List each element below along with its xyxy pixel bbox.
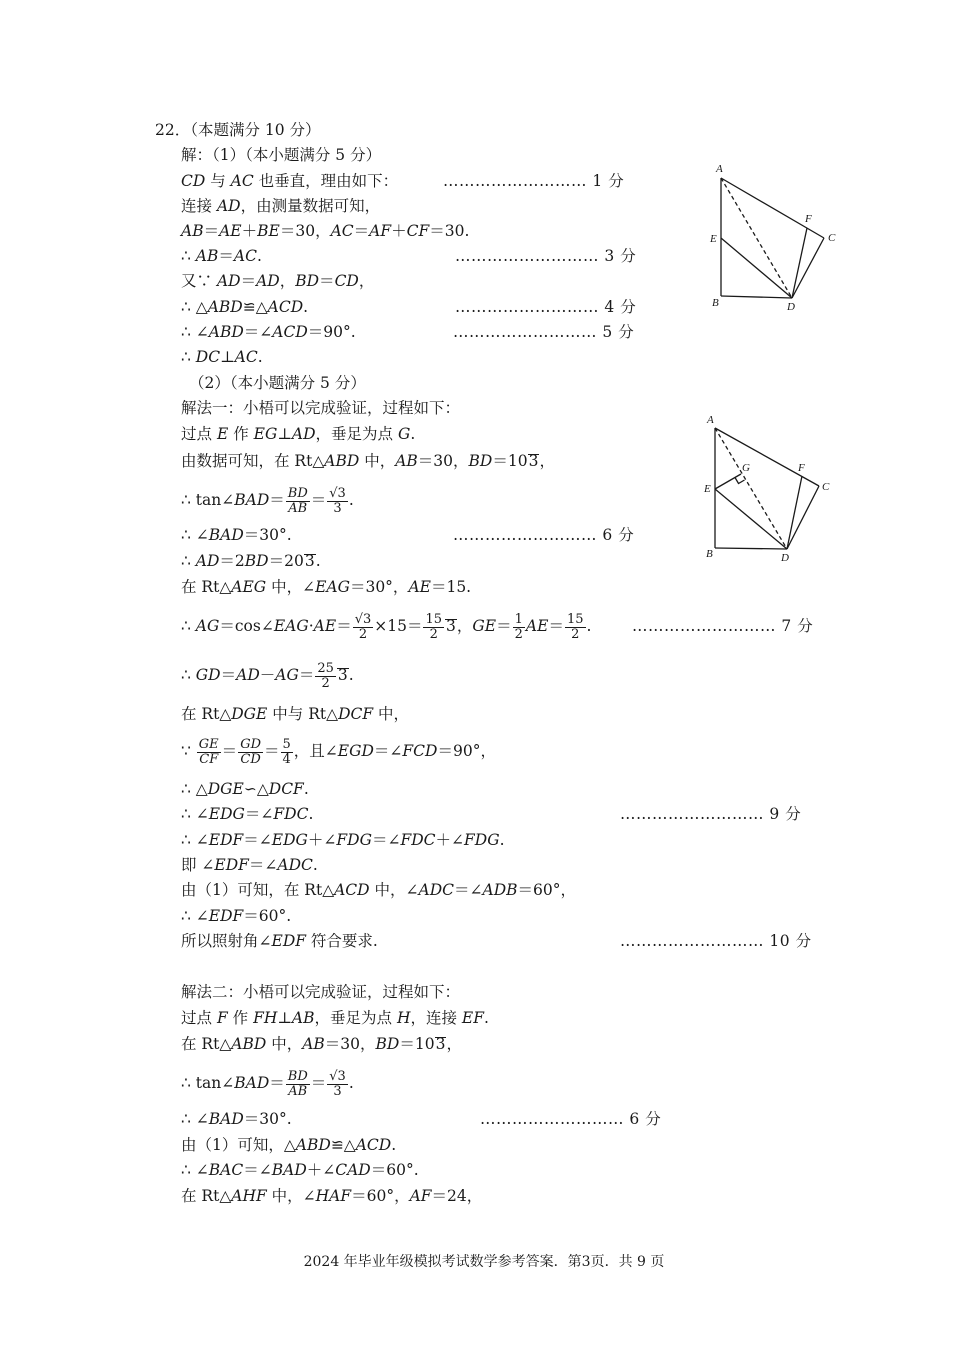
m1-score-1: ……………………… 6 分 [453, 526, 635, 544]
m2-score-1: ……………………… 6 分 [480, 1110, 662, 1128]
label-A: A [716, 163, 723, 175]
label-E: E [710, 233, 717, 245]
label-F: F [805, 213, 812, 225]
p1-line-1: CD 与 AC 也垂直，理由如下： [181, 172, 399, 190]
figure-1 [700, 158, 850, 318]
label-A: A [707, 414, 714, 426]
m2-line-5: 由（1）可知，△ABD≌△ACD. [181, 1136, 397, 1154]
seg-BD [721, 296, 792, 298]
right-angle-mark [735, 478, 745, 484]
m1-line-6: 在 Rt△AEG 中，∠EAG＝30°，AE＝15. [181, 578, 472, 596]
m1-line-13: ∴ ∠EDF＝∠EDG＋∠FDG＝∠FDC＋∠FDG. [181, 831, 505, 849]
label-G: G [742, 462, 750, 474]
m1-score-3: ……………………… 9 分 [620, 805, 802, 823]
seg-AD-dashed [715, 428, 787, 549]
m2-line-7: 在 Rt△AHF 中，∠HAF＝60°，AF＝24， [181, 1187, 483, 1205]
m2-line-6: ∴ ∠BAC＝∠BAD＋∠CAD＝60°. [181, 1161, 419, 1179]
seg-ED [721, 238, 792, 298]
m2-line-2: 在 Rt△ABD 中，AB＝30，BD＝103， [181, 1035, 462, 1053]
label-E: E [704, 483, 711, 495]
seg-FD [792, 228, 807, 298]
m1-line-7: ∴ AG＝cos∠EAG·AE＝ $\frac{√3}{2}$ ×15＝ $\frac{15}{2}$ 3，GE＝ $\frac{1}{2}$ AE＝ $\frac{15}{2}$ . [181, 611, 592, 642]
figure-2 [695, 410, 845, 570]
page-footer: 2024 年毕业年级模拟考试数学参考答案．第3页．共 9 页 [303, 1254, 665, 1270]
seg-AD-dashed [721, 178, 792, 298]
m1-line-1: 过点 E 作 EG⊥AD，垂足为点 G. [181, 425, 416, 443]
p1-score-3: ……………………… 4 分 [455, 298, 637, 316]
m1-score-4: ……………………… 10 分 [620, 932, 812, 950]
m1-line-11: ∴ △DGE∽△DCF. [181, 780, 309, 798]
part2-header: （2）（本小题满分 5 分） [189, 374, 366, 392]
p1-score-2: ……………………… 3 分 [455, 247, 637, 265]
m1-line-15: 由（1）可知，在 Rt△ACD 中，∠ADC＝∠ADB＝60°， [181, 881, 576, 899]
p1-score-4: ……………………… 5 分 [453, 323, 635, 341]
seg-FD [787, 476, 802, 549]
m1-line-14: 即 ∠EDF＝∠ADC. [181, 856, 318, 874]
label-C: C [828, 232, 836, 244]
label-D: D [781, 552, 789, 564]
p1-line-4: ∴ AB＝AC. [181, 247, 262, 265]
seg-ED [715, 489, 787, 549]
method2-intro: 解法二：小梧可以完成验证，过程如下： [181, 983, 461, 1001]
seg-BD [715, 548, 787, 549]
m2-line-4: ∴ ∠BAD＝30°. [181, 1110, 292, 1128]
method1-intro: 解法一：小梧可以完成验证，过程如下： [181, 399, 461, 417]
p1-line-2: 连接 AD，由测量数据可知， [181, 197, 381, 215]
label-B: B [706, 548, 713, 560]
m1-line-17: 所以照射角∠EDF 符合要求. [181, 932, 378, 950]
m1-line-3: ∴ tan∠BAD＝ $\frac{BD}{AB}$ ＝ $\frac{√3}{3}$ . [181, 485, 354, 516]
m1-line-10: ∵ $\frac{GE}{CF}$ ＝ $\frac{GD}{CD}$ ＝ $\frac{5}{4}$ ，且∠EGD＝∠FCD＝90°， [181, 736, 496, 767]
seg-AC [721, 178, 824, 238]
p1-line-6: ∴ △ABD≌△ACD. [181, 298, 309, 316]
label-F: F [798, 462, 805, 474]
m1-line-2: 由数据可知，在 Rt△ABD 中，AB＝30，BD＝103， [181, 452, 555, 470]
m1-score-2: ……………………… 7 分 [632, 617, 814, 635]
label-B: B [712, 297, 719, 309]
label-D: D [787, 301, 795, 313]
p1-line-7: ∴ ∠ABD＝∠ACD＝90°. [181, 323, 356, 341]
p1-score-1: ……………………… 1 分 [443, 172, 625, 190]
m2-line-3: ∴ tan∠BAD＝ $\frac{BD}{AB}$ ＝ $\frac{√3}{3}$ . [181, 1068, 354, 1099]
label-C: C [822, 481, 830, 493]
m1-line-12: ∴ ∠EDG＝∠FDC. [181, 805, 314, 823]
m1-line-8: ∴ GD＝AD－AG＝ $\frac{25}{2}$ 3. [181, 660, 354, 691]
m1-line-4: ∴ ∠BAD＝30°. [181, 526, 292, 544]
m2-line-1: 过点 F 作 FH⊥AB，垂足为点 H，连接 EF. [181, 1009, 489, 1027]
seg-CD [787, 486, 819, 549]
m1-line-16: ∴ ∠EDF＝60°. [181, 907, 292, 925]
m1-line-9: 在 Rt△DGE 中与 Rt△DCF 中， [181, 705, 410, 723]
m1-line-5: ∴ AD＝2BD＝203. [181, 552, 321, 570]
p1-line-3: AB＝AE＋BE＝30，AC＝AF＋CF＝30. [181, 222, 470, 240]
p1-line-8: ∴ DC⊥AC. [181, 348, 263, 366]
p1-line-5: 又∵ AD＝AD，BD＝CD， [181, 272, 375, 290]
seg-AC [715, 428, 819, 486]
part1-header: 解：（1）（本小题满分 5 分） [181, 146, 382, 164]
question-title: 22．（本题满分 10 分） [155, 121, 321, 139]
seg-CD [792, 238, 824, 298]
